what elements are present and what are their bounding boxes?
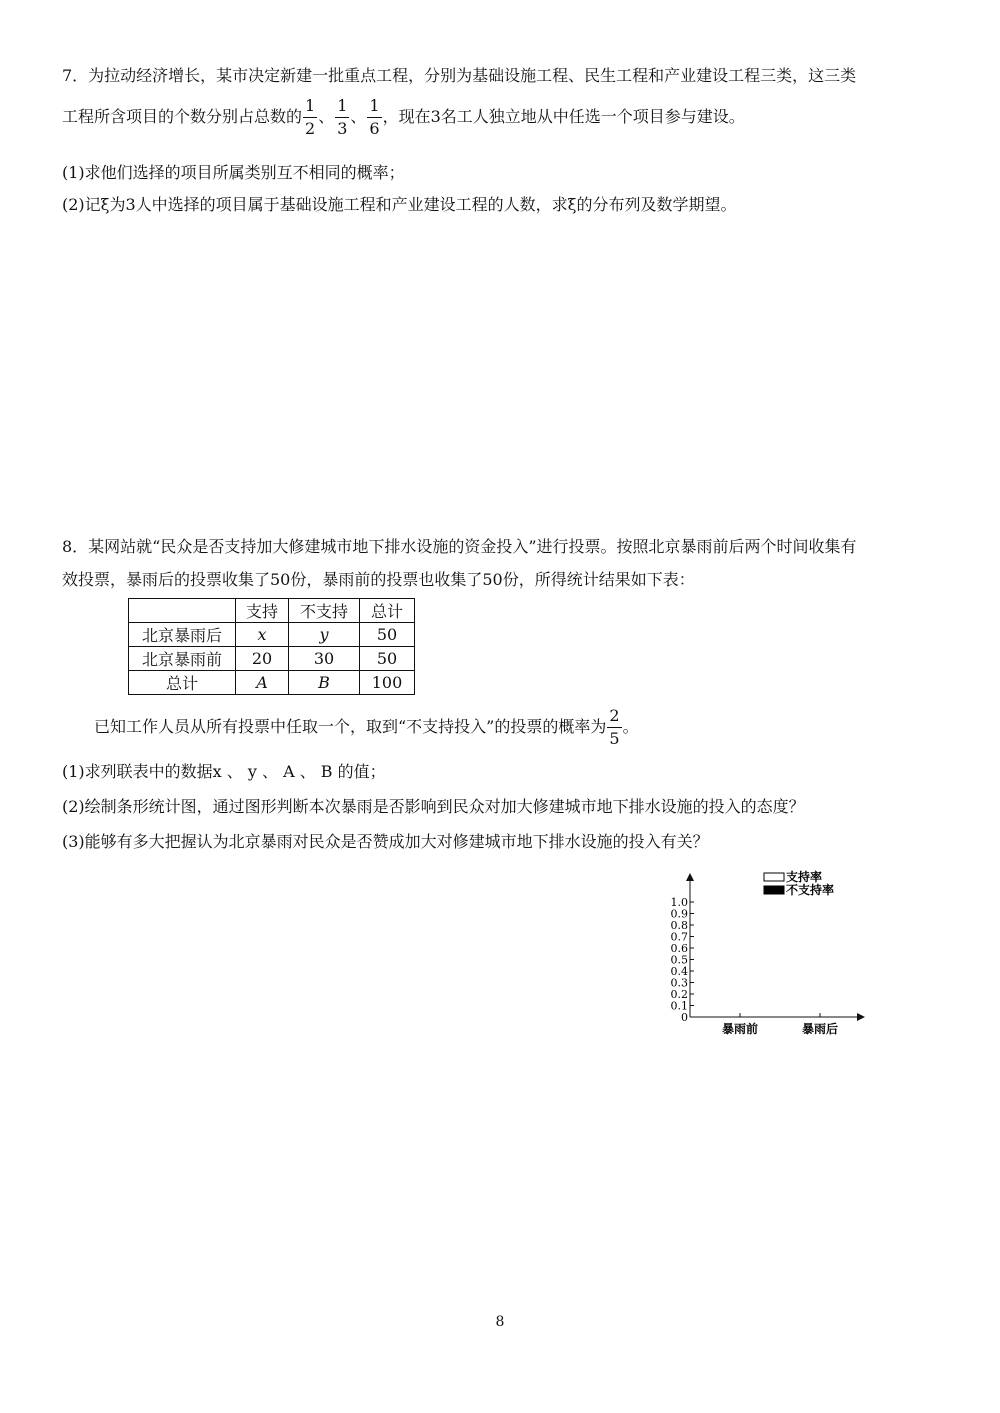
q7-line1: 7．为拉动经济增长，某市决定新建一批重点工程，分别为基础设施工程、民生工程和产业建设工程三类，这三类	[62, 66, 857, 85]
q8-given-prefix: 已知工作人员从所有投票中任取一个，取到“不支持投入”的投票的概率为	[94, 717, 607, 736]
q8-part1: (1)求列联表中的数据x 、 y 、 A 、 B 的值；	[62, 762, 386, 781]
fraction-one-third: $\frac{1}{3}$	[337, 96, 348, 138]
q7-part1: (1)求他们选择的项目所属类别互不相同的概率；	[62, 163, 405, 182]
y-tick-label: 0.1	[670, 999, 688, 1013]
contingency-table	[128, 598, 415, 695]
fraction-one-sixth: $\frac{1}{6}$	[369, 96, 380, 138]
page-number: 8	[495, 1314, 505, 1330]
table-cell: x	[236, 623, 289, 647]
table-cell: A	[236, 671, 289, 695]
table-cell: 50	[360, 647, 415, 671]
y-tick-label: 0.7	[670, 930, 688, 944]
q8-line1: 8．某网站就“民众是否支持加大修建城市地下排水设施的资金投入”进行投票。按照北京暴雨前后两个时间收集有	[62, 537, 857, 556]
legend-swatch	[764, 886, 784, 894]
y-tick-label: 0.8	[670, 919, 688, 932]
table-cell: 20	[236, 647, 289, 671]
table-row	[129, 647, 415, 671]
x-category-labels	[722, 1013, 838, 1036]
table-cell: y	[289, 623, 360, 647]
table-header-cell: 不支持	[289, 599, 360, 623]
separator: 、	[318, 107, 335, 126]
q8-part2: (2)绘制条形统计图，通过图形判断本次暴雨是否影响到民众对加大修建城市地下排水设施的投入的态度？	[62, 797, 805, 816]
table-header-cell: 支持	[236, 599, 289, 623]
table-cell: 北京暴雨后	[129, 623, 236, 647]
q7-line2-prefix: 工程所含项目的个数分别占总数的	[62, 107, 303, 126]
table-cell: 总计	[129, 671, 236, 695]
q7-line2-suffix: ，现在3名工人独立地从中任选一个项目参与建设。	[382, 107, 745, 126]
legend-label: 支持率	[786, 870, 823, 884]
legend-swatch	[764, 873, 784, 881]
q8-line2: 效投票，暴雨后的投票收集了50份，暴雨前的投票也收集了50份，所得统计结果如下表：	[62, 570, 695, 589]
y-tick-label: 0.3	[670, 976, 688, 990]
x-category-label: 暴雨前	[721, 1022, 759, 1036]
q7-part2: (2)记ξ为3人中选择的项目属于基础设施工程和产业建设工程的人数，求ξ的分布列及数学期望。	[62, 195, 737, 214]
table-cell: 30	[289, 647, 360, 671]
bar-chart	[660, 865, 880, 1045]
y-tick-label: 1.0	[670, 896, 688, 909]
table-row	[129, 623, 415, 647]
separator: 、	[350, 107, 367, 126]
fraction-one-half: $\frac{1}{2}$	[305, 96, 316, 138]
table-header-row	[129, 599, 415, 623]
q8-part3: (3)能够有多大把握认为北京暴雨对民众是否赞成加大对修建城市地下排水设施的投入有关？	[62, 832, 709, 851]
y-tick-label: 0.2	[670, 988, 688, 1001]
chart-legend	[764, 869, 834, 897]
fraction-two-fifths: $\frac{2}{5}$	[609, 706, 620, 748]
table-cell: 50	[360, 623, 415, 647]
q8-given-suffix: 。	[622, 717, 639, 736]
table-row	[129, 671, 415, 695]
y-tick-label: 0.5	[670, 953, 688, 967]
table-header-cell: 总计	[360, 599, 415, 623]
legend-label: 不支持率	[786, 883, 835, 897]
table-cell: 100	[360, 671, 415, 695]
y-tick-label: 0.4	[670, 965, 688, 978]
y-tick-label: 0.6	[670, 942, 688, 955]
q8-given	[94, 708, 639, 747]
table-cell: B	[289, 671, 360, 695]
y-tick-label: 0.9	[670, 907, 688, 921]
q7-line2	[62, 98, 745, 137]
table-cell: 北京暴雨前	[129, 647, 236, 671]
table-cell	[129, 599, 236, 623]
x-category-label: 暴雨后	[801, 1022, 839, 1036]
y-tick-label: 0	[681, 1011, 688, 1024]
